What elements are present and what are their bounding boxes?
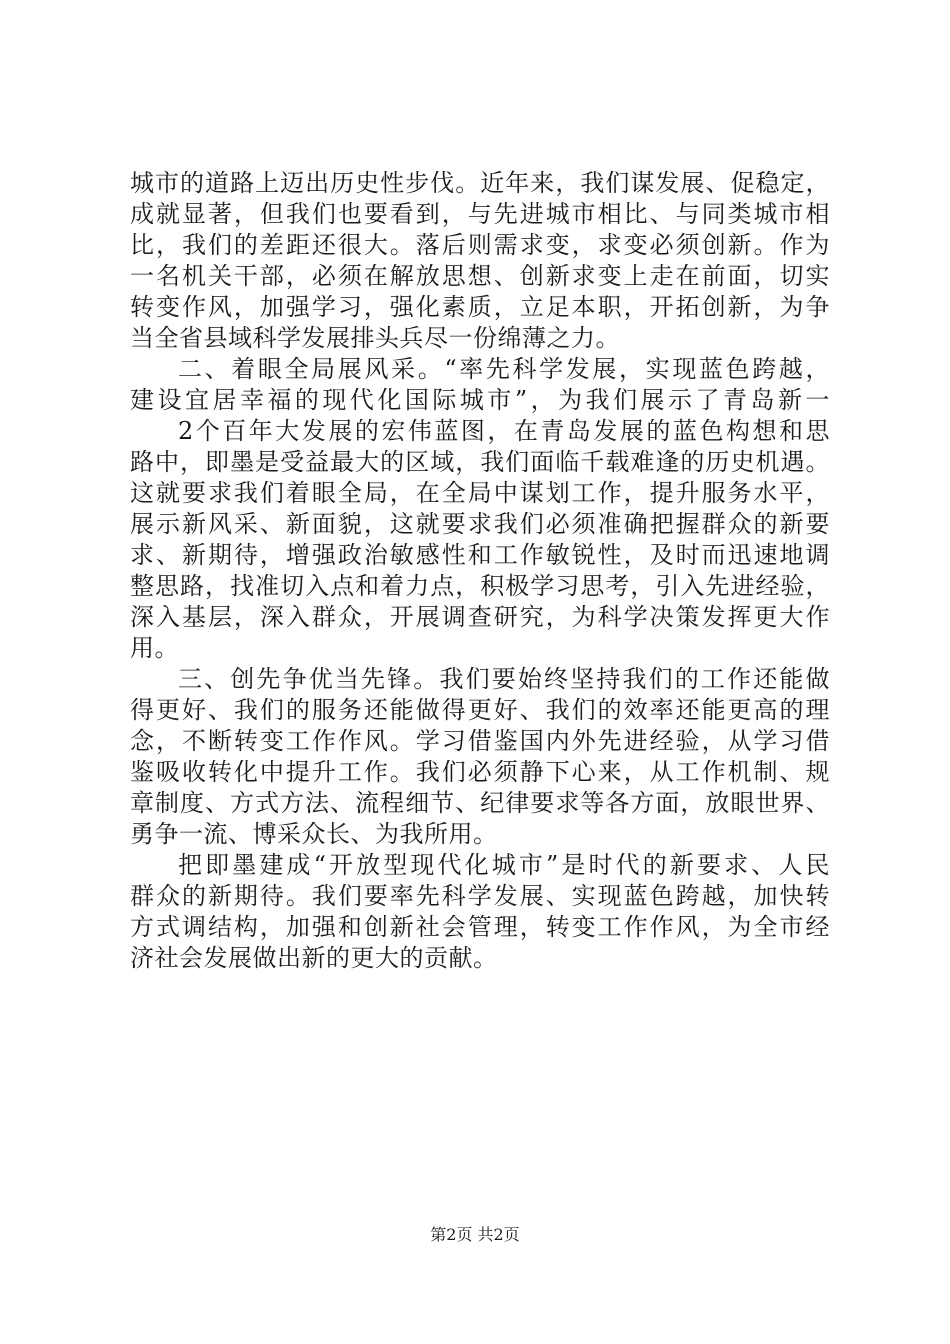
text-line: 这就要求我们着眼全局，在全局中谋划工作，提升服务水平， [130,479,830,507]
text-line: 2个百年大发展的宏伟蓝图，在青岛发展的蓝色构想和思 [178,417,830,445]
text-line: 用。 [130,634,179,662]
text-line: 展示新风采、新面貌，这就要求我们必须准确把握群众的新要 [130,510,830,538]
text-line: 济社会发展做出新的更大的贡献。 [130,944,498,972]
text-line: 深入基层，深入群众，开展调查研究，为科学决策发挥更大作 [130,603,830,631]
text-line: 转变作风，加强学习，强化素质，立足本职，开拓创新，为争 [130,293,830,321]
text-line: 念，不断转变工作作风。学习借鉴国内外先进经验，从学习借 [130,727,830,755]
text-line: 求、新期待，增强政治敏感性和工作敏锐性，及时而迅速地调 [130,541,830,569]
text-line: 建设宜居幸福的现代化国际城市”，为我们展示了青岛新一 [130,386,830,414]
section-heading-line: 三、创先争优当先锋。我们要始终坚持我们的工作还能做 [178,665,830,693]
text-line: 当全省县域科学发展排头兵尽一份绵薄之力。 [130,324,620,352]
body-text [130,168,830,974]
text-line: 城市的道路上迈出历史性步伐。近年来，我们谋发展、促稳定， [130,169,830,197]
text-line: 方式调结构，加强和创新社会管理，转变工作作风，为全市经 [130,913,830,941]
section-heading-line: 二、着眼全局展风采。“率先科学发展，实现蓝色跨越， [178,355,830,383]
text-line: 把即墨建成“开放型现代化城市”是时代的新要求、人民 [178,851,830,879]
text-line: 章制度、方式方法、流程细节、纪律要求等各方面，放眼世界、 [130,789,830,817]
text-line: 鉴吸收转化中提升工作。我们必须静下心来，从工作机制、规 [130,758,830,786]
text-line: 成就显著，但我们也要看到，与先进城市相比、与同类城市相 [130,200,830,228]
text-line: 得更好、我们的服务还能做得更好、我们的效率还能更高的理 [130,696,830,724]
text-line: 勇争一流、博采众长、为我所用。 [130,820,498,848]
text-line: 比，我们的差距还很大。落后则需求变，求变必须创新。作为 [130,231,830,259]
text-line: 一名机关干部，必须在解放思想、创新求变上走在前面，切实 [130,262,830,290]
text-line: 整思路，找准切入点和着力点，积极学习思考，引入先进经验， [130,572,830,600]
text-line: 路中，即墨是受益最大的区域，我们面临千载难逢的历史机遇。 [130,448,830,476]
text-line: 群众的新期待。我们要率先科学发展、实现蓝色跨越，加快转 [130,882,830,910]
page-number-footer: 第2页 共2页 [430,1225,520,1244]
